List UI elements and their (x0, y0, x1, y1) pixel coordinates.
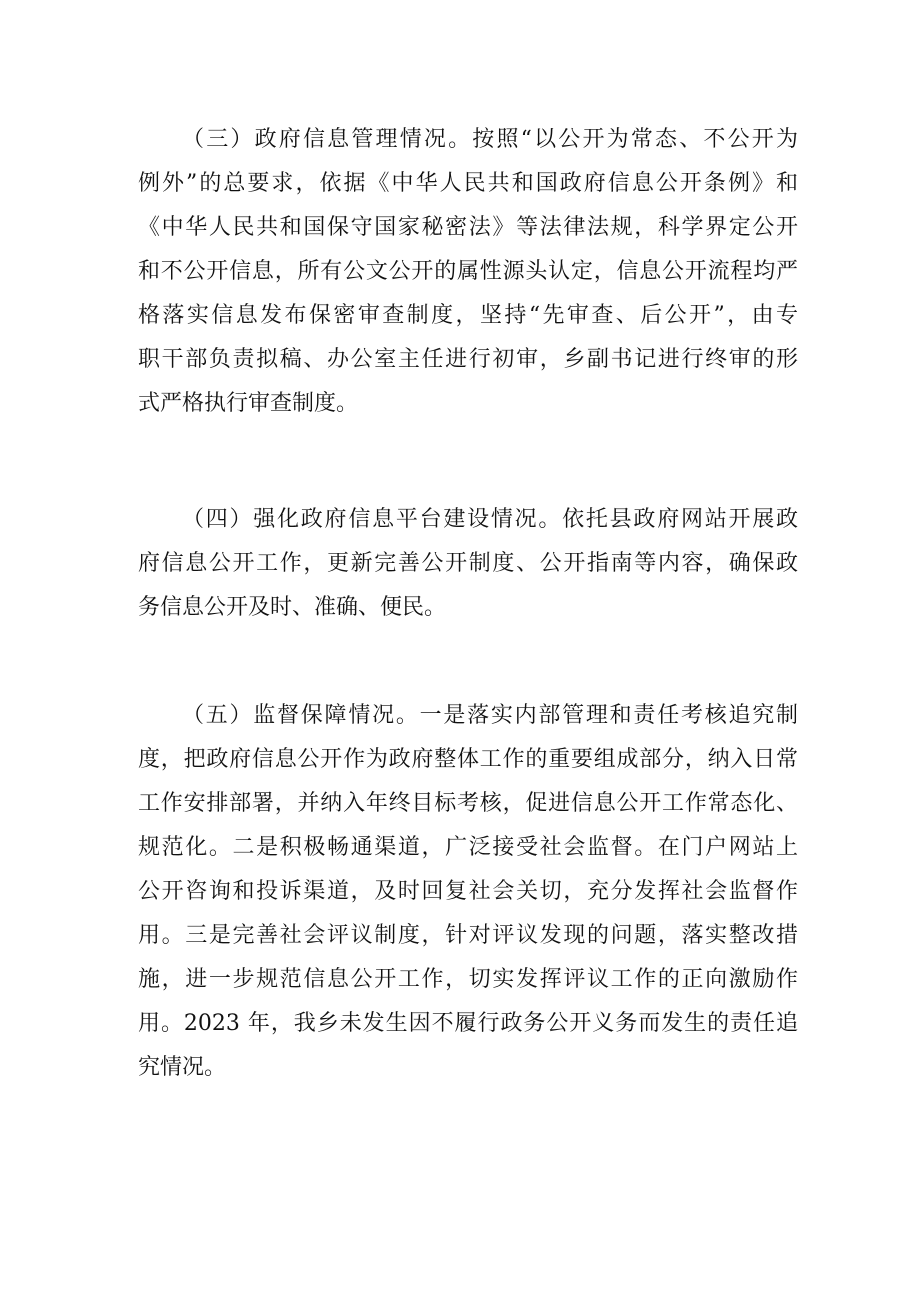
paragraph-line: 用。2023 年，我乡未发生因不履行政务公开义务而发生的责任追 (138, 1011, 798, 1036)
paragraph-section-5 (138, 694, 798, 1090)
paragraph-line: 工作安排部署，并纳入年终目标考核，促进信息公开工作常态化、 (138, 791, 798, 816)
paragraph-line: 府信息公开工作，更新完善公开制度、公开指南等内容，确保政 (138, 551, 798, 576)
paragraph-line: （四）强化政府信息平台建设情况。依托县政府网站开展政 (182, 507, 798, 532)
paragraph-line: 职干部负责拟稿、办公室主任进行初审，乡副书记进行终审的形 (138, 347, 798, 372)
paragraph-line: （三）政府信息管理情况。按照“以公开为常态、不公开为 (182, 127, 798, 152)
paragraph-line: 究情况。 (138, 1055, 227, 1080)
paragraph-line: 例外”的总要求，依据《中华人民共和国政府信息公开条例》和 (138, 171, 798, 196)
paragraph-line: 公开咨询和投诉渠道，及时回复社会关切，充分发挥社会监督作 (138, 879, 798, 904)
paragraph-line: 规范化。二是积极畅通渠道，广泛接受社会监督。在门户网站上 (138, 835, 798, 860)
paragraph-section-3 (138, 118, 798, 426)
paragraph-line: 格落实信息发布保密审查制度，坚持“先审查、后公开”，由专 (138, 303, 798, 328)
paragraph-line: 和不公开信息，所有公文公开的属性源头认定，信息公开流程均严 (138, 259, 798, 284)
paragraph-line: 施，进一步规范信息公开工作，切实发挥评议工作的正向激励作 (138, 967, 798, 992)
paragraph-line: 务信息公开及时、准确、便民。 (138, 595, 447, 620)
paragraph-section-4 (138, 498, 798, 630)
paragraph-line: 《中华人民共和国保守国家秘密法》等法律法规，科学界定公开 (138, 215, 798, 240)
paragraph-line: （五）监督保障情况。一是落实内部管理和责任考核追究制 (182, 703, 798, 728)
paragraph-line: 用。三是完善社会评议制度，针对评议发现的问题，落实整改措 (138, 923, 798, 948)
paragraph-line: 式严格执行审查制度。 (138, 391, 359, 416)
paragraph-line: 度，把政府信息公开作为政府整体工作的重要组成部分，纳入日常 (138, 747, 798, 772)
